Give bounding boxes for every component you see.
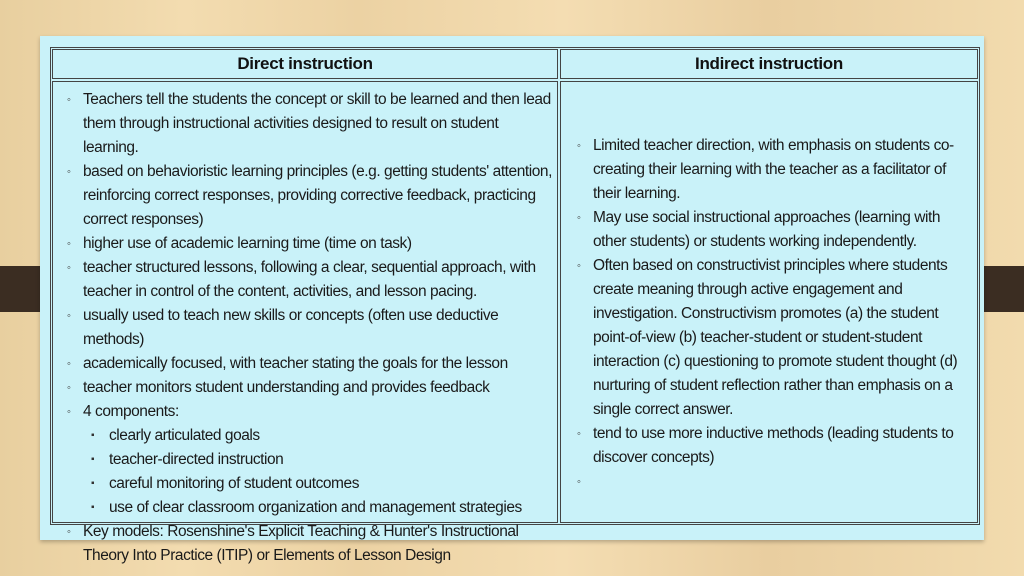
empty-list-item [577,470,973,494]
slide-panel [40,36,984,564]
sub-list-item: ▪ careful monitoring of student outcomes [67,472,553,496]
list-item: ◦ May use social instructional approaches (learning with other students) or students working independently. [577,206,973,254]
circle-bullet-icon: ◦ [67,166,71,178]
list-item: ◦ usually used to teach new skills or concepts (often use deductive methods) [67,304,553,352]
circle-bullet-icon: ◦ [67,310,71,322]
list-item: ◦ Limited teacher direction, with emphasis on students co-creating their learning with the teacher as a facilitator of their learning. [577,134,973,206]
list-item: ◦ Key models: Rosenshine's Explicit Teaching & Hunter's Instructional Theory Into Practice (ITIP) or Elements of Lesson Design [67,520,553,568]
header-indirect-instruction: Indirect instruction [560,49,978,79]
sub-list-item: ▪ clearly articulated goals [67,424,553,448]
list-item: ◦ Often based on constructivist principles where students create meaning through active engagement and investigation. Constructivism promotes (a) the student point-of-view (b) teacher-student or student-student interaction (c) questioning to promote student thought (d) nurturing of student reflection rather than emphasis on a single correct answer. [577,254,973,422]
circle-bullet-icon: ◦ [67,94,71,106]
circle-bullet-icon: ◦ [577,476,581,488]
circle-bullet-icon: ◦ [67,526,71,538]
square-bullet-icon: ▪ [91,502,95,513]
sub-list-item: ▪ use of clear classroom organization and management strategies [67,496,553,520]
circle-bullet-icon: ◦ [67,262,71,274]
list-item: ◦ based on behavioristic learning principles (e.g. getting students' attention, reinforcing correct responses, providing corrective feedback, practicing correct responses) [67,160,553,232]
square-bullet-icon: ▪ [91,478,95,489]
indirect-instruction-cell [560,81,978,523]
circle-bullet-icon: ◦ [577,140,581,152]
sub-list-item: ▪ teacher-directed instruction [67,448,553,472]
list-item: ◦ teacher structured lessons, following a clear, sequential approach, with teacher in control of the content, activities, and lesson pacing. [67,256,553,304]
circle-bullet-icon: ◦ [577,260,581,272]
indirect-list [577,134,973,494]
header-direct-instruction: Direct instruction [52,49,558,79]
circle-bullet-icon: ◦ [67,358,71,370]
left-decor-stripe [0,266,42,312]
circle-bullet-icon: ◦ [67,238,71,250]
direct-list-tail [67,520,553,568]
direct-instruction-cell [52,81,558,564]
circle-bullet-icon: ◦ [67,406,71,418]
comparison-table [50,47,980,564]
list-item: ◦ Teachers tell the students the concept or skill to be learned and then lead them through instructional activities designed to result on student learning. [67,88,553,160]
circle-bullet-icon: ◦ [577,212,581,224]
direct-list [67,88,553,424]
circle-bullet-icon: ◦ [67,382,71,394]
list-item: ◦ teacher monitors student understanding and provides feedback [67,376,553,400]
square-bullet-icon: ▪ [91,430,95,441]
circle-bullet-icon: ◦ [577,428,581,440]
list-item: ◦ academically focused, with teacher stating the goals for the lesson [67,352,553,376]
list-item: ◦ higher use of academic learning time (time on task) [67,232,553,256]
list-item: ◦ tend to use more inductive methods (leading students to discover concepts) [577,422,973,470]
components-sublist [67,424,553,520]
right-decor-stripe [984,266,1024,312]
list-item: ◦ 4 components: [67,400,553,424]
square-bullet-icon: ▪ [91,454,95,465]
